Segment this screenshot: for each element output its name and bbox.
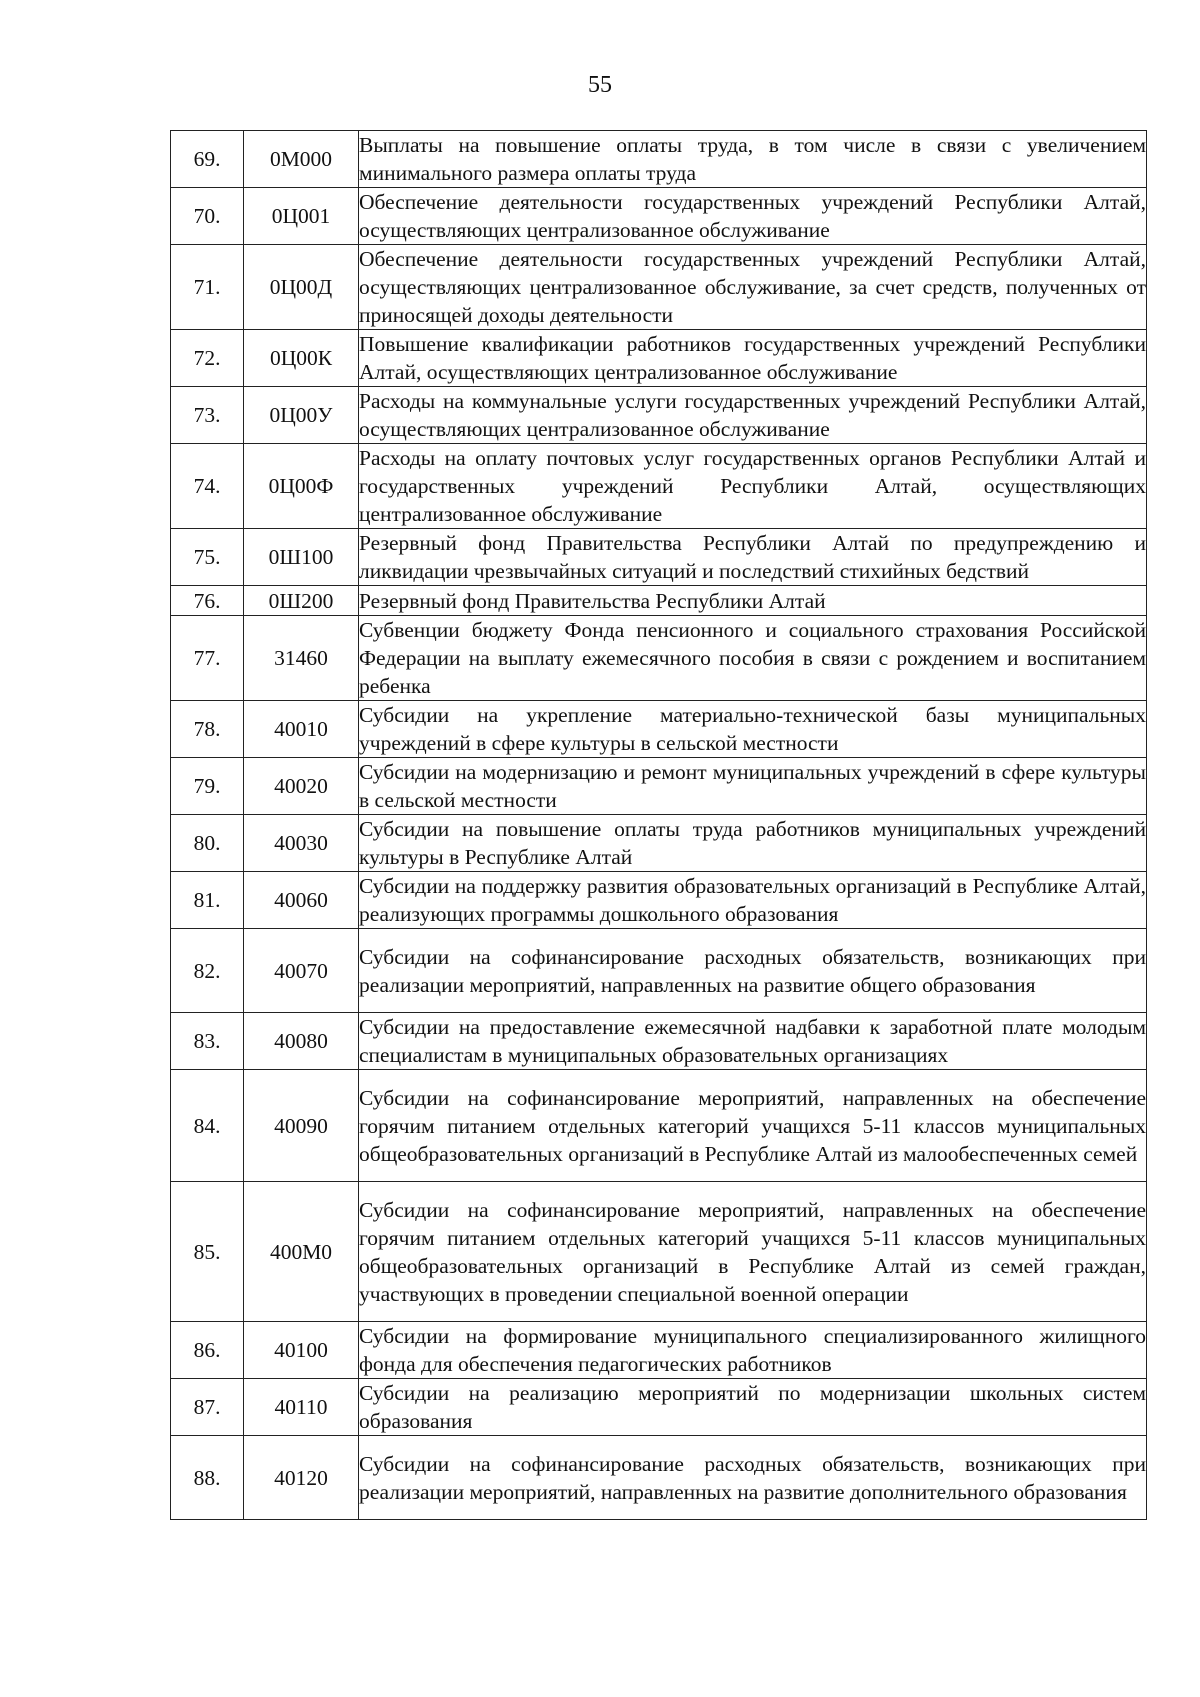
row-code: 0Ш100: [244, 529, 359, 586]
row-code: 40120: [244, 1436, 359, 1520]
row-description: Обеспечение деятельности государственных учреждений Республики Алтай, осуществляющих централизованное обслуживание, за счет средств, полученных от приносящей доходы деятельности: [359, 245, 1147, 330]
row-code: 0Ц00К: [244, 330, 359, 387]
row-description: Резервный фонд Правительства Республики Алтай по предупреждению и ликвидации чрезвычайных ситуаций и последствий стихийных бедствий: [359, 529, 1147, 586]
row-description: Субсидии на софинансирование мероприятий, направленных на обеспечение горячим питанием отдельных категорий учащихся 5-11 классов муниципальных общеобразовательных организаций в Республике Алтай из малообеспеченных семей: [359, 1070, 1147, 1182]
row-code: 40010: [244, 701, 359, 758]
table-row: [171, 1182, 1147, 1322]
row-description: Субсидии на предоставление ежемесячной надбавки к заработной плате молодым специалистам в муниципальных образовательных организациях: [359, 1013, 1147, 1070]
budget-codes-table: [170, 130, 1147, 1520]
table-row: [171, 872, 1147, 929]
row-number: 75.: [171, 529, 244, 586]
table-row: [171, 245, 1147, 330]
table-row: [171, 1070, 1147, 1182]
row-description: Выплаты на повышение оплаты труда, в том числе в связи с увеличением минимального размера оплаты труда: [359, 131, 1147, 188]
table-row: [171, 758, 1147, 815]
row-code: 0Ц00У: [244, 387, 359, 444]
row-number: 87.: [171, 1379, 244, 1436]
row-description: Субсидии на реализацию мероприятий по модернизации школьных систем образования: [359, 1379, 1147, 1436]
row-code: 40110: [244, 1379, 359, 1436]
row-number: 78.: [171, 701, 244, 758]
row-code: 0Ш200: [244, 586, 359, 616]
row-number: 83.: [171, 1013, 244, 1070]
row-code: 31460: [244, 616, 359, 701]
row-number: 86.: [171, 1322, 244, 1379]
row-code: 40030: [244, 815, 359, 872]
row-code: 40070: [244, 929, 359, 1013]
row-number: 79.: [171, 758, 244, 815]
row-description: Субсидии на поддержку развития образовательных организаций в Республике Алтай, реализующих программы дошкольного образования: [359, 872, 1147, 929]
row-number: 81.: [171, 872, 244, 929]
row-number: 84.: [171, 1070, 244, 1182]
table-row: [171, 387, 1147, 444]
row-number: 71.: [171, 245, 244, 330]
row-description: Субсидии на софинансирование расходных обязательств, возникающих при реализации мероприятий, направленных на развитие дополнительного образования: [359, 1436, 1147, 1520]
row-code: 0Ц00Ф: [244, 444, 359, 529]
table-row: [171, 131, 1147, 188]
row-number: 72.: [171, 330, 244, 387]
table-row: [171, 586, 1147, 616]
row-number: 88.: [171, 1436, 244, 1520]
row-number: 77.: [171, 616, 244, 701]
row-description: Обеспечение деятельности государственных учреждений Республики Алтай, осуществляющих централизованное обслуживание: [359, 188, 1147, 245]
row-code: 40020: [244, 758, 359, 815]
row-number: 69.: [171, 131, 244, 188]
row-description: Субсидии на модернизацию и ремонт муниципальных учреждений в сфере культуры в сельской местности: [359, 758, 1147, 815]
row-description: Субсидии на формирование муниципального специализированного жилищного фонда для обеспечения педагогических работников: [359, 1322, 1147, 1379]
table-row: [171, 1436, 1147, 1520]
row-code: 0Ц001: [244, 188, 359, 245]
row-description: Субвенции бюджету Фонда пенсионного и социального страхования Российской Федерации на выплату ежемесячного пособия в связи с рождением и воспитанием ребенка: [359, 616, 1147, 701]
table-body: [171, 131, 1147, 1520]
row-number: 73.: [171, 387, 244, 444]
row-code: 40100: [244, 1322, 359, 1379]
row-description: Расходы на оплату почтовых услуг государственных органов Республики Алтай и государственных учреждений Республики Алтай, осуществляющих централизованное обслуживание: [359, 444, 1147, 529]
row-number: 76.: [171, 586, 244, 616]
row-description: Субсидии на софинансирование расходных обязательств, возникающих при реализации мероприятий, направленных на развитие общего образования: [359, 929, 1147, 1013]
row-description: Субсидии на укрепление материально-технической базы муниципальных учреждений в сфере культуры в сельской местности: [359, 701, 1147, 758]
page-number: 55: [588, 72, 612, 98]
table-row: [171, 815, 1147, 872]
table-row: [171, 1322, 1147, 1379]
row-description: Повышение квалификации работников государственных учреждений Республики Алтай, осуществляющих централизованное обслуживание: [359, 330, 1147, 387]
row-description: Резервный фонд Правительства Республики Алтай: [359, 586, 1147, 616]
row-number: 80.: [171, 815, 244, 872]
row-code: 40060: [244, 872, 359, 929]
table-row: [171, 529, 1147, 586]
table-row: [171, 929, 1147, 1013]
row-code: 40080: [244, 1013, 359, 1070]
table-row: [171, 616, 1147, 701]
row-number: 85.: [171, 1182, 244, 1322]
row-code: 400М0: [244, 1182, 359, 1322]
table-row: [171, 188, 1147, 245]
row-code: 40090: [244, 1070, 359, 1182]
table-row: [171, 330, 1147, 387]
row-number: 74.: [171, 444, 244, 529]
row-number: 70.: [171, 188, 244, 245]
row-description: Субсидии на повышение оплаты труда работников муниципальных учреждений культуры в Республике Алтай: [359, 815, 1147, 872]
row-description: Расходы на коммунальные услуги государственных учреждений Республики Алтай, осуществляющих централизованное обслуживание: [359, 387, 1147, 444]
row-code: 0М000: [244, 131, 359, 188]
row-description: Субсидии на софинансирование мероприятий, направленных на обеспечение горячим питанием отдельных категорий учащихся 5-11 классов муниципальных общеобразовательных организаций в Республике Алтай из семей граждан, участвующих в проведении специальной военной операции: [359, 1182, 1147, 1322]
row-code: 0Ц00Д: [244, 245, 359, 330]
row-number: 82.: [171, 929, 244, 1013]
table-row: [171, 444, 1147, 529]
table-row: [171, 1379, 1147, 1436]
table-row: [171, 1013, 1147, 1070]
table-row: [171, 701, 1147, 758]
